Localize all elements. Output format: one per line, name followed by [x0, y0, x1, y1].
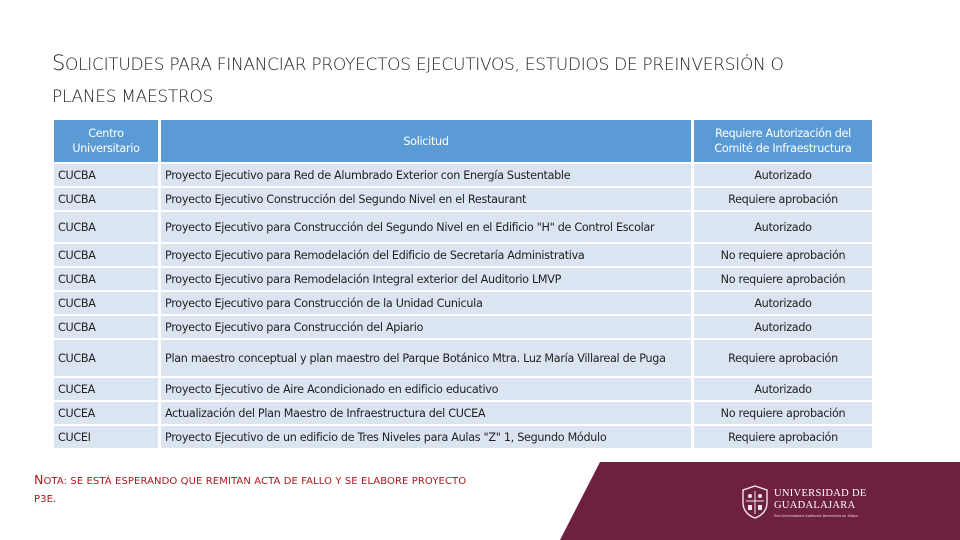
table-header-row	[54, 120, 872, 162]
table-row	[54, 402, 872, 424]
table-row	[54, 292, 872, 314]
table-row	[54, 426, 872, 448]
table-row	[54, 164, 872, 186]
cell-centro: CUCBA	[54, 292, 158, 314]
logo-line-3: Red Universitaria e Institución Benemérita de Jalisco	[774, 514, 859, 518]
table-row	[54, 188, 872, 210]
header-solicitud: Solicitud	[158, 120, 691, 162]
cell-solicitud: Proyecto Ejecutivo para Red de Alumbrado Exterior con Energía Sustentable	[158, 164, 691, 186]
cell-solicitud: Proyecto Ejecutivo para Remodelación Integral exterior del Auditorio LMVP	[158, 268, 691, 290]
cell-solicitud: Proyecto Ejecutivo para Remodelación del Edificio de Secretaría Administrativa	[158, 244, 691, 266]
cell-centro: CUCBA	[54, 164, 158, 186]
cell-centro: CUCBA	[54, 188, 158, 210]
cell-solicitud: Proyecto Ejecutivo Construcción del Segundo Nivel en el Restaurant	[158, 188, 691, 210]
cell-centro: CUCBA	[54, 212, 158, 242]
cell-autorizacion: Autorizado	[691, 316, 872, 338]
cell-centro: CUCBA	[54, 340, 158, 376]
cell-solicitud: Proyecto Ejecutivo de un edificio de Tres Niveles para Aulas "Z" 1, Segundo Módulo	[158, 426, 691, 448]
cell-centro: CUCEA	[54, 378, 158, 400]
cell-solicitud: Proyecto Ejecutivo para Construcción de la Unidad Cunicula	[158, 292, 691, 314]
cell-solicitud: Actualización del Plan Maestro de Infraestructura del CUCEA	[158, 402, 691, 424]
cell-centro: CUCEI	[54, 426, 158, 448]
table-row	[54, 378, 872, 400]
note-line-2: P3E.	[34, 494, 57, 505]
cell-solicitud: Proyecto Ejecutivo para Construcción del Segundo Nivel en el Edificio "H" de Control Escolar	[158, 212, 691, 242]
table-row	[54, 244, 872, 266]
cell-centro: CUCEA	[54, 402, 158, 424]
table-row	[54, 212, 872, 242]
requests-table	[54, 118, 872, 450]
university-seal-icon	[740, 485, 770, 519]
cell-autorizacion: Autorizado	[691, 164, 872, 186]
cell-autorizacion: No requiere aprobación	[691, 268, 872, 290]
cell-centro: CUCBA	[54, 268, 158, 290]
title-line-2: PLANES MAESTROS	[52, 87, 214, 107]
cell-autorizacion: Autorizado	[691, 292, 872, 314]
logo-line-1: UNIVERSIDAD DE	[774, 488, 867, 499]
table-row	[54, 316, 872, 338]
university-logo	[740, 485, 867, 521]
cell-autorizacion: Requiere aprobación	[691, 426, 872, 448]
cell-autorizacion: Requiere aprobación	[691, 188, 872, 210]
footer-wedge	[560, 462, 600, 540]
logo-line-2: GUADALAJARA	[774, 500, 856, 511]
cell-autorizacion: No requiere aprobación	[691, 402, 872, 424]
table-row	[54, 268, 872, 290]
cell-centro: CUCBA	[54, 316, 158, 338]
title-line-1: SOLICITUDES PARA FINANCIAR PROYECTOS EJECUTIVOS, ESTUDIOS DE PREINVERSIÓN O	[52, 51, 784, 75]
cell-centro: CUCBA	[54, 244, 158, 266]
cell-solicitud: Plan maestro conceptual y plan maestro del Parque Botánico Mtra. Luz María Villareal de Puga	[158, 340, 691, 376]
cell-autorizacion: No requiere aprobación	[691, 244, 872, 266]
cell-solicitud: Proyecto Ejecutivo de Aire Acondicionado en edificio educativo	[158, 378, 691, 400]
cell-autorizacion: Autorizado	[691, 212, 872, 242]
table-row	[54, 340, 872, 376]
cell-autorizacion: Requiere aprobación	[691, 340, 872, 376]
header-centro: Centro Universitario	[54, 120, 158, 162]
note-line-1: NOTA: SE ESTÁ ESPERANDO QUE REMITAN ACTA DE FALLO Y SE ELABORE PROYECTO	[34, 472, 467, 487]
slide-title	[52, 47, 922, 113]
cell-autorizacion: Autorizado	[691, 378, 872, 400]
cell-solicitud: Proyecto Ejecutivo para Construcción del Apiario	[158, 316, 691, 338]
header-autorizacion: Requiere Autorización del Comité de Infraestructura	[691, 120, 872, 162]
